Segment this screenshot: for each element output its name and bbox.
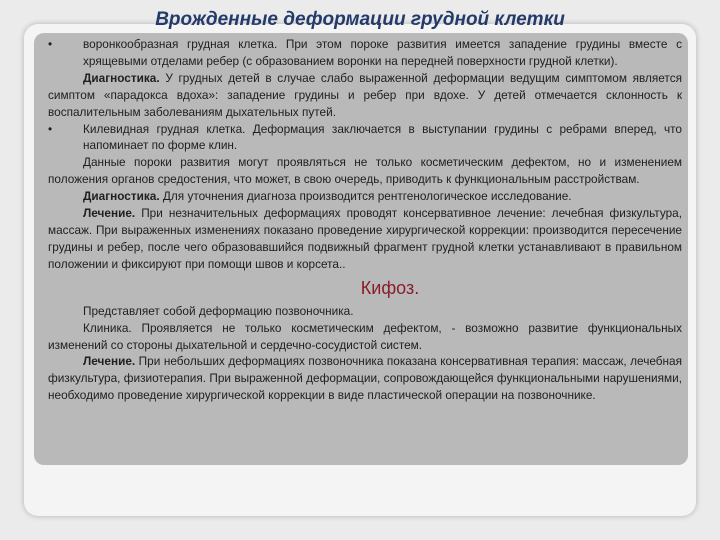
- treatment-label: Лечение.: [83, 354, 136, 369]
- diagnostics-label: Диагностика.: [83, 70, 160, 85]
- bullet-text: Килевидная грудная клетка. Деформация заключается в выступании грудины с ребрами вперед, что напоминает по форме клин.: [83, 121, 682, 153]
- slide-title: Врожденные деформации грудной клетки: [155, 9, 565, 30]
- diagnostics-text: Для уточнения диагноза производится рентгенологическое исследование.: [159, 189, 572, 204]
- bullet-item-keel-chest: [48, 121, 682, 155]
- consequences-paragraph: Данные пороки развития могут проявляться не только косметическим дефектом, но и изменением положения органов средостения, что может, в свою очередь, приводить к функциональным расстройствам.: [48, 155, 682, 187]
- treatment-paragraph-1: [48, 205, 682, 273]
- bullet-text: воронкообразная грудная клетка. При этом пороке развития имеется западение грудины вместе с хрящевыми отделами ребер (с образованием воронки на передней поверхности грудной клетки).: [83, 37, 682, 68]
- treatment-paragraph-2: [48, 353, 682, 404]
- kyphosis-clinic: Клиника. Проявляется не только косметическим дефектом, - возможно развитие функциональных изменений со стороны дыхательной и сердечно-сосудистой систем.: [48, 320, 682, 352]
- diagnostics-label: Диагностика.: [83, 189, 160, 204]
- bullet-mark: •: [48, 121, 53, 136]
- kyphosis-definition: Представляет собой деформацию позвоночника.: [83, 303, 354, 318]
- diagnostics-paragraph-1: [48, 70, 682, 121]
- treatment-text: При незначительных деформациях проводят консервативное лечение: лечебная физкультура, массаж. При выраженных изменениях показано проведение хирургической коррекции: производится пересечение грудины и ребер, после чего образовавшийся подвижный фрагмент грудной клетки устанавливают в правильном положении и фиксируют при помощи швов и корсета..: [48, 206, 682, 271]
- bullet-item-funnel-chest: [48, 36, 682, 70]
- diagnostics-paragraph-2: [48, 188, 682, 205]
- text-block: [48, 36, 682, 404]
- content-panel: [34, 33, 688, 465]
- kyphosis-heading: Кифоз.: [360, 277, 420, 298]
- bullet-mark: •: [48, 37, 53, 51]
- diagnostics-text: У грудных детей в случае слабо выраженной деформации ведущим симптомом является симптом «парадокса вдоха»: западение грудины и ребер при вдохе. У детей отмечается склонность к воспалительным заболеваниям дыхательных путей.: [48, 70, 682, 119]
- treatment-text: При небольших деформациях позвоночника показана консервативная терапия: массаж, лечебная физкультура, физиотерапия. При выраженной деформации, сопровождающейся функциональными нарушениями, необходимо проведение хирургической коррекции в виде пластической операции на позвоночнике.: [48, 354, 682, 403]
- treatment-label: Лечение.: [83, 206, 136, 221]
